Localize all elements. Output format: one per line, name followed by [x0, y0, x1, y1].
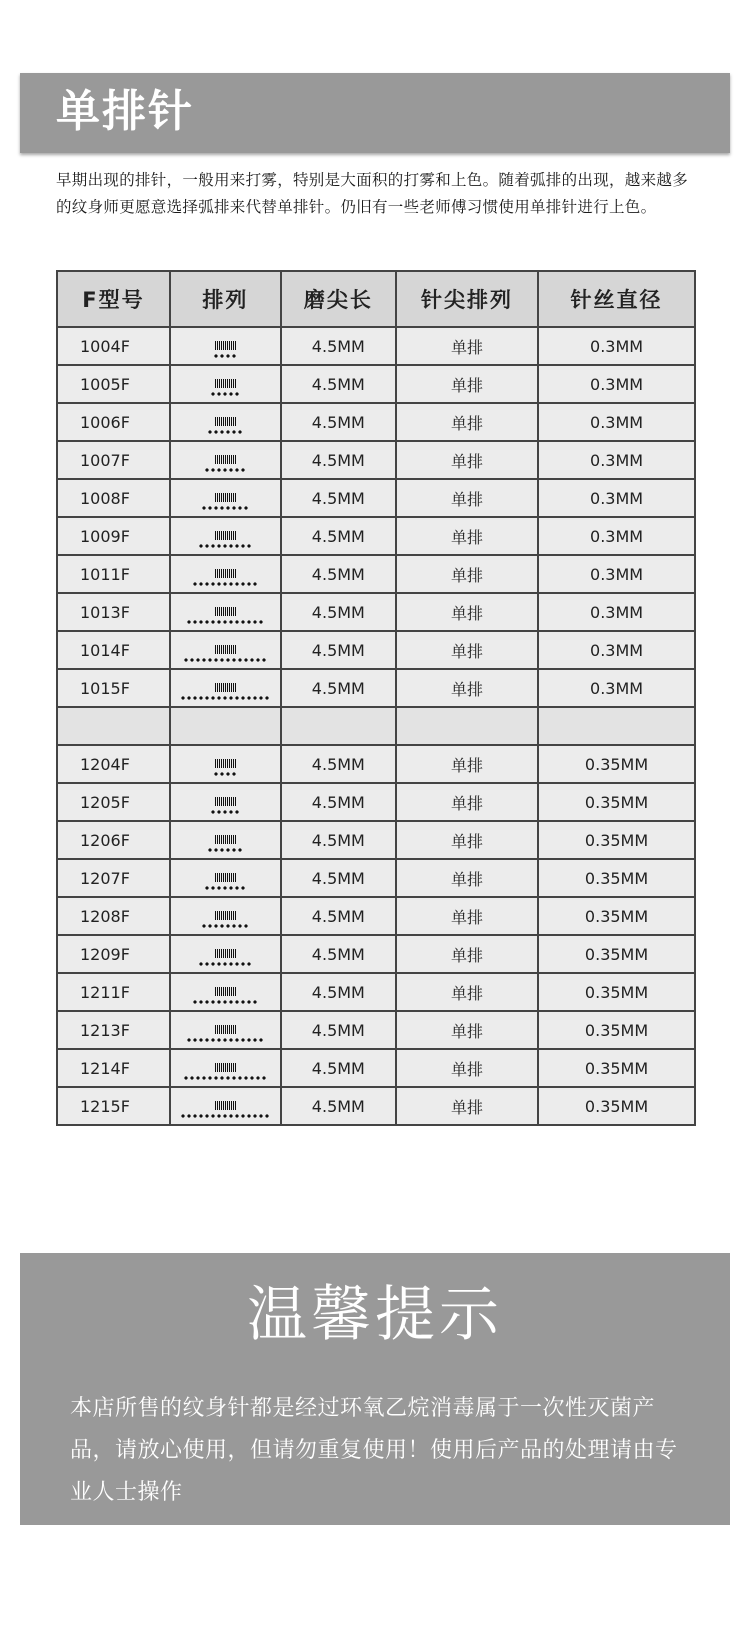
table-row	[57, 973, 695, 1011]
needle-pattern-icon	[201, 493, 249, 510]
intro-paragraph: 早期出现的排针，一般用来打雾，特别是大面积的打雾和上色。随着弧排的出现，越来越多的纹身师更愿意选择弧排来代替单排针。仍旧有一些老师傅习惯使用单排针进行上色。	[56, 171, 689, 216]
cell-pattern	[170, 517, 281, 555]
table-row	[57, 517, 695, 555]
needle-dots-icon	[192, 1000, 258, 1004]
cell-arrangement: 单排	[396, 365, 538, 403]
needle-bars-icon	[215, 835, 236, 844]
cell-taper: 4.5MM	[281, 403, 396, 441]
table-row	[57, 1049, 695, 1087]
needle-bars-icon	[215, 949, 236, 958]
needle-dots-icon	[213, 354, 237, 358]
needle-dots-icon	[204, 468, 246, 472]
cell-arrangement: 单排	[396, 517, 538, 555]
needle-dots-icon	[201, 506, 249, 510]
cell-diameter: 0.35MM	[538, 1049, 695, 1087]
cell-model: 1009F	[57, 517, 170, 555]
cell-arrangement: 单排	[396, 441, 538, 479]
cell-taper: 4.5MM	[281, 935, 396, 973]
needle-bars-icon	[215, 493, 236, 502]
needle-pattern-icon	[210, 797, 240, 814]
needle-bars-icon	[215, 645, 236, 654]
cell-pattern	[170, 935, 281, 973]
column-header-pattern: 排列	[170, 271, 281, 327]
cell-pattern	[170, 821, 281, 859]
cell-pattern	[170, 669, 281, 707]
cell-model: 1015F	[57, 669, 170, 707]
cell-model: 1005F	[57, 365, 170, 403]
cell-arrangement	[396, 707, 538, 745]
cell-taper: 4.5MM	[281, 1011, 396, 1049]
needle-dots-icon	[180, 1114, 270, 1118]
table-spacer-row	[57, 707, 695, 745]
cell-taper: 4.5MM	[281, 669, 396, 707]
cell-pattern	[170, 403, 281, 441]
needle-bars-icon	[215, 341, 236, 350]
needle-pattern-icon	[213, 341, 237, 358]
cell-arrangement: 单排	[396, 669, 538, 707]
cell-model: 1209F	[57, 935, 170, 973]
table-row	[57, 555, 695, 593]
cell-pattern	[170, 479, 281, 517]
cell-arrangement: 单排	[396, 1049, 538, 1087]
cell-taper	[281, 707, 396, 745]
cell-arrangement: 单排	[396, 897, 538, 935]
cell-model	[57, 707, 170, 745]
cell-pattern	[170, 631, 281, 669]
table-row	[57, 821, 695, 859]
cell-arrangement: 单排	[396, 593, 538, 631]
cell-pattern	[170, 555, 281, 593]
needle-bars-icon	[215, 1063, 236, 1072]
needle-bars-icon	[215, 1101, 236, 1110]
needle-pattern-icon	[192, 569, 258, 586]
notice-text: 本店所售的纹身针都是经过环氧乙烷消毒属于一次性灭菌产品，请放心使用，但请勿重复使用！使用后产品的处理请由专业人士操作	[70, 1396, 678, 1505]
cell-pattern	[170, 1011, 281, 1049]
cell-model: 1004F	[57, 327, 170, 365]
cell-arrangement: 单排	[396, 973, 538, 1011]
cell-taper: 4.5MM	[281, 631, 396, 669]
column-header-taper: 磨尖长	[281, 271, 396, 327]
cell-taper: 4.5MM	[281, 593, 396, 631]
needle-pattern-icon	[210, 379, 240, 396]
notice-title: 温馨提示	[247, 1280, 503, 1350]
cell-arrangement: 单排	[396, 327, 538, 365]
column-header-diameter: 针丝直径	[538, 271, 695, 327]
needle-spec-table	[56, 270, 696, 1126]
cell-model: 1207F	[57, 859, 170, 897]
cell-arrangement: 单排	[396, 783, 538, 821]
needle-pattern-icon	[192, 987, 258, 1004]
needle-pattern-icon	[213, 759, 237, 776]
needle-dots-icon	[213, 772, 237, 776]
needle-bars-icon	[215, 455, 236, 464]
needle-dots-icon	[210, 810, 240, 814]
cell-model: 1007F	[57, 441, 170, 479]
needle-dots-icon	[186, 1038, 264, 1042]
table-row	[57, 745, 695, 783]
cell-model: 1214F	[57, 1049, 170, 1087]
cell-model: 1208F	[57, 897, 170, 935]
cell-arrangement: 单排	[396, 935, 538, 973]
needle-bars-icon	[215, 873, 236, 882]
cell-taper: 4.5MM	[281, 973, 396, 1011]
needle-dots-icon	[198, 962, 252, 966]
cell-model: 1011F	[57, 555, 170, 593]
needle-dots-icon	[207, 848, 243, 852]
needle-bars-icon	[215, 379, 236, 388]
cell-model: 1213F	[57, 1011, 170, 1049]
cell-model: 1013F	[57, 593, 170, 631]
cell-pattern	[170, 973, 281, 1011]
cell-model: 1211F	[57, 973, 170, 1011]
cell-diameter: 0.35MM	[538, 897, 695, 935]
cell-diameter: 0.35MM	[538, 973, 695, 1011]
cell-diameter: 0.35MM	[538, 859, 695, 897]
needle-dots-icon	[186, 620, 264, 624]
cell-arrangement: 单排	[396, 555, 538, 593]
cell-diameter: 0.35MM	[538, 821, 695, 859]
needle-pattern-icon	[180, 683, 270, 700]
section-title: 单排针	[56, 86, 194, 137]
cell-arrangement: 单排	[396, 859, 538, 897]
cell-model: 1014F	[57, 631, 170, 669]
needle-dots-icon	[204, 886, 246, 890]
cell-arrangement: 单排	[396, 1011, 538, 1049]
cell-model: 1215F	[57, 1087, 170, 1125]
needle-pattern-icon	[183, 1063, 267, 1080]
cell-taper: 4.5MM	[281, 517, 396, 555]
cell-arrangement: 单排	[396, 631, 538, 669]
cell-diameter: 0.3MM	[538, 441, 695, 479]
needle-pattern-icon	[198, 531, 252, 548]
needle-pattern-icon	[186, 1025, 264, 1042]
cell-model: 1008F	[57, 479, 170, 517]
needle-bars-icon	[215, 417, 236, 426]
cell-taper: 4.5MM	[281, 1087, 396, 1125]
needle-bars-icon	[215, 531, 236, 540]
table-row	[57, 403, 695, 441]
needle-pattern-icon	[207, 835, 243, 852]
needle-dots-icon	[198, 544, 252, 548]
cell-taper: 4.5MM	[281, 783, 396, 821]
cell-pattern	[170, 1049, 281, 1087]
table-row	[57, 441, 695, 479]
section-header-band	[20, 73, 730, 153]
cell-pattern	[170, 327, 281, 365]
table-row	[57, 327, 695, 365]
needle-pattern-icon	[198, 949, 252, 966]
cell-model: 1206F	[57, 821, 170, 859]
cell-taper: 4.5MM	[281, 555, 396, 593]
table-row	[57, 859, 695, 897]
cell-diameter: 0.35MM	[538, 745, 695, 783]
cell-arrangement: 单排	[396, 403, 538, 441]
table-row	[57, 669, 695, 707]
cell-taper: 4.5MM	[281, 441, 396, 479]
needle-dots-icon	[180, 696, 270, 700]
needle-dots-icon	[210, 392, 240, 396]
table-header-row	[57, 271, 695, 327]
table-row	[57, 365, 695, 403]
needle-bars-icon	[215, 911, 236, 920]
cell-arrangement: 单排	[396, 745, 538, 783]
needle-pattern-icon	[183, 645, 267, 662]
cell-taper: 4.5MM	[281, 897, 396, 935]
cell-diameter: 0.3MM	[538, 669, 695, 707]
needle-bars-icon	[215, 759, 236, 768]
cell-arrangement: 单排	[396, 479, 538, 517]
cell-pattern	[170, 1087, 281, 1125]
needle-dots-icon	[201, 924, 249, 928]
table-row	[57, 935, 695, 973]
needle-dots-icon	[183, 658, 267, 662]
cell-taper: 4.5MM	[281, 479, 396, 517]
needle-pattern-icon	[204, 873, 246, 890]
cell-diameter: 0.35MM	[538, 935, 695, 973]
needle-bars-icon	[215, 1025, 236, 1034]
table-row	[57, 783, 695, 821]
cell-pattern	[170, 783, 281, 821]
column-header-arrangement: 针尖排列	[396, 271, 538, 327]
cell-taper: 4.5MM	[281, 365, 396, 403]
needle-bars-icon	[215, 987, 236, 996]
needle-bars-icon	[215, 797, 236, 806]
cell-pattern	[170, 707, 281, 745]
cell-diameter	[538, 707, 695, 745]
needle-pattern-icon	[180, 1101, 270, 1118]
cell-pattern	[170, 365, 281, 403]
cell-pattern	[170, 859, 281, 897]
needle-bars-icon	[215, 569, 236, 578]
needle-pattern-icon	[186, 607, 264, 624]
needle-dots-icon	[192, 582, 258, 586]
cell-taper: 4.5MM	[281, 821, 396, 859]
table-row	[57, 479, 695, 517]
cell-diameter: 0.3MM	[538, 327, 695, 365]
cell-taper: 4.5MM	[281, 745, 396, 783]
table-row	[57, 1011, 695, 1049]
table-row	[57, 897, 695, 935]
needle-pattern-icon	[201, 911, 249, 928]
cell-diameter: 0.35MM	[538, 1087, 695, 1125]
cell-taper: 4.5MM	[281, 327, 396, 365]
needle-pattern-icon	[207, 417, 243, 434]
cell-model: 1204F	[57, 745, 170, 783]
cell-diameter: 0.3MM	[538, 403, 695, 441]
table-row	[57, 631, 695, 669]
needle-dots-icon	[183, 1076, 267, 1080]
cell-diameter: 0.3MM	[538, 479, 695, 517]
needle-dots-icon	[207, 430, 243, 434]
notice-band	[20, 1253, 730, 1525]
cell-arrangement: 单排	[396, 821, 538, 859]
needle-bars-icon	[215, 683, 236, 692]
cell-pattern	[170, 441, 281, 479]
cell-taper: 4.5MM	[281, 859, 396, 897]
cell-model: 1006F	[57, 403, 170, 441]
table-row	[57, 1087, 695, 1125]
cell-diameter: 0.3MM	[538, 517, 695, 555]
cell-pattern	[170, 593, 281, 631]
cell-pattern	[170, 745, 281, 783]
column-header-model: F型号	[57, 271, 170, 327]
cell-taper: 4.5MM	[281, 1049, 396, 1087]
needle-pattern-icon	[204, 455, 246, 472]
cell-model: 1205F	[57, 783, 170, 821]
cell-diameter: 0.35MM	[538, 783, 695, 821]
cell-pattern	[170, 897, 281, 935]
cell-diameter: 0.35MM	[538, 1011, 695, 1049]
cell-diameter: 0.3MM	[538, 631, 695, 669]
cell-diameter: 0.3MM	[538, 365, 695, 403]
cell-diameter: 0.3MM	[538, 593, 695, 631]
cell-arrangement: 单排	[396, 1087, 538, 1125]
table-row	[57, 593, 695, 631]
needle-bars-icon	[215, 607, 236, 616]
cell-diameter: 0.3MM	[538, 555, 695, 593]
